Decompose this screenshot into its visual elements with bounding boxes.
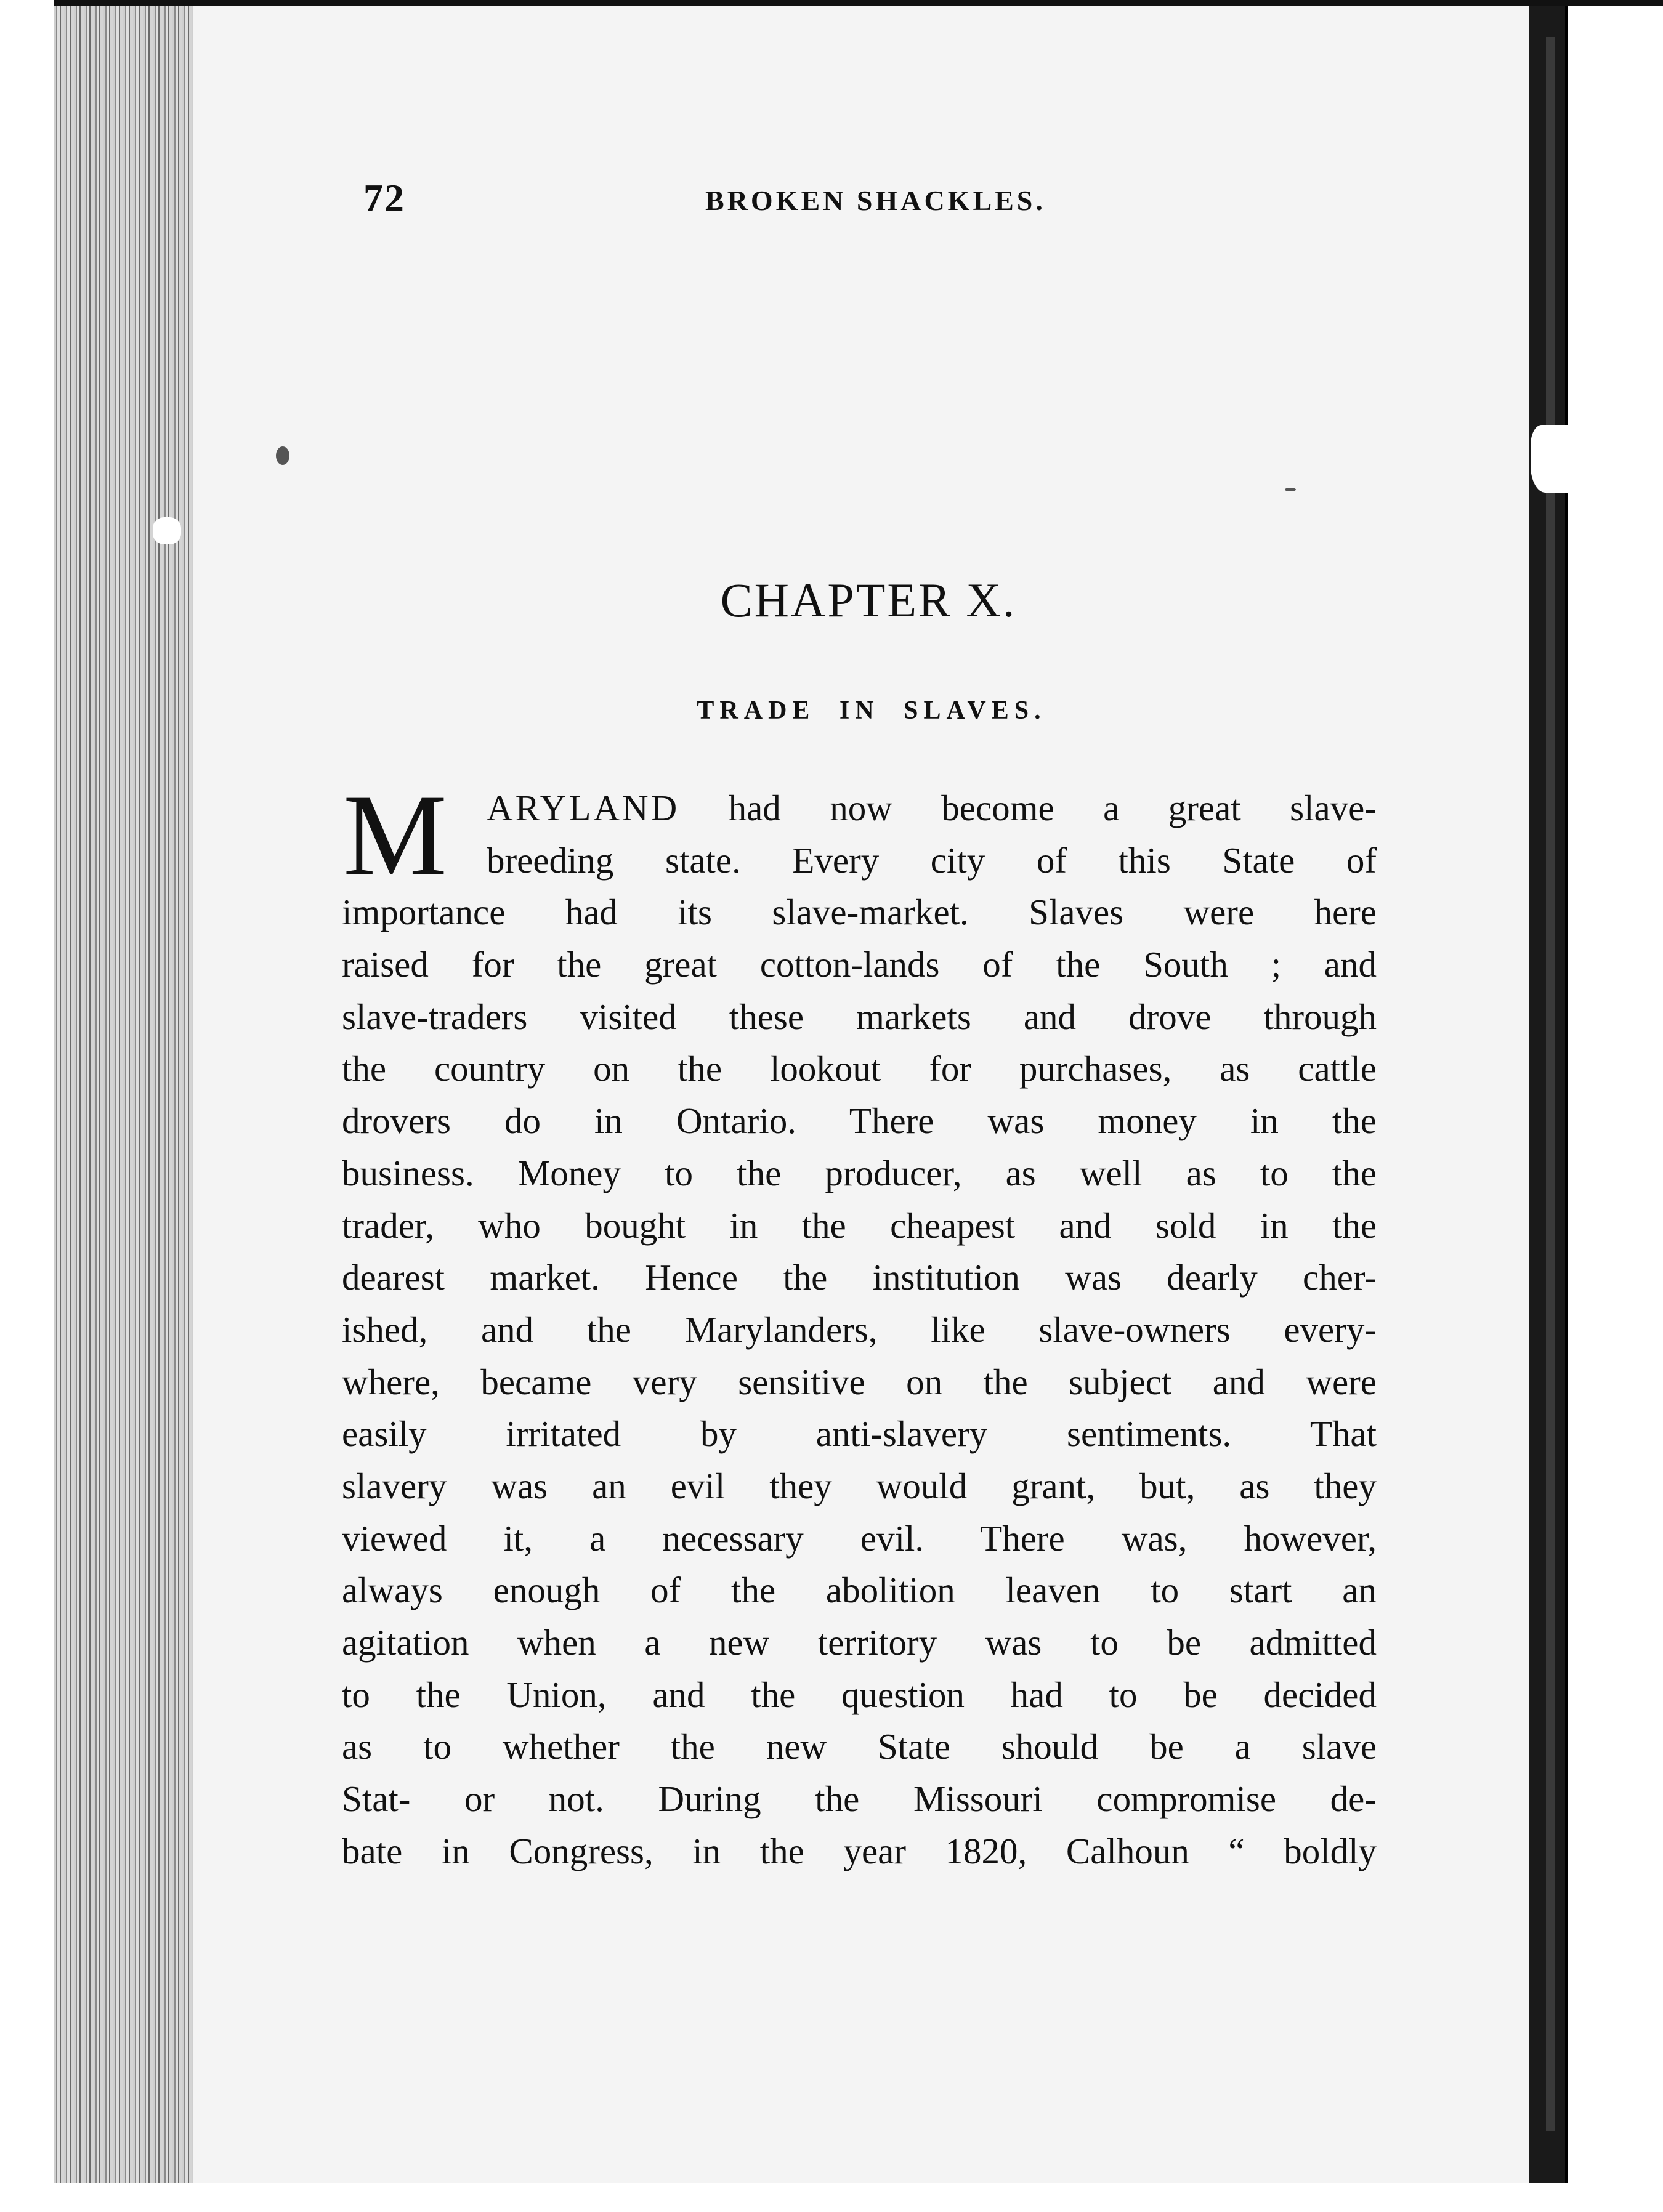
text-line: breeding state. Every city of this State of — [487, 839, 1377, 881]
chapter-title: CHAPTER X. — [720, 573, 1017, 627]
facing-page-edge — [1565, 0, 1663, 2212]
scan-artifact-speck — [276, 446, 289, 465]
text-line: raised for the great cotton-lands of the South ; and — [342, 944, 1377, 985]
text-line-rest: had now become a great slave- — [679, 788, 1377, 828]
text-line: importance had its slave-market. Slaves were here — [342, 892, 1377, 933]
running-head — [363, 176, 1078, 225]
text-line: trader, who bought in the cheapest and sold in the — [342, 1205, 1377, 1246]
text-line: slavery was an evil they would grant, but, as they — [342, 1465, 1377, 1506]
scan-artifact-blot — [153, 517, 181, 544]
text-line: agitation when a new territory was to be admitted — [342, 1622, 1377, 1663]
text-line: drovers do in Ontario. There was money in the — [342, 1100, 1377, 1142]
text-line: dearest market. Hence the institution was dearly cher- — [342, 1257, 1377, 1298]
gutter-shadow — [1546, 37, 1555, 2131]
scan-bottom-margin — [54, 2183, 1663, 2212]
scan-top-border — [54, 0, 1663, 6]
body-paragraph — [342, 771, 1377, 1877]
drop-cap: M — [343, 771, 447, 900]
text-line — [342, 782, 1377, 834]
text-line: to the Union, and the question had to be decided — [342, 1674, 1377, 1715]
text-line: bate in Congress, in the year 1820, Calhoun “ boldly — [342, 1830, 1377, 1871]
scan-artifact-speck — [1285, 488, 1296, 491]
first-word: ARYLAND — [487, 788, 680, 828]
page-edge-stack — [54, 0, 195, 2183]
text-line: slave-traders visited these markets and drove through — [342, 996, 1377, 1037]
text-line: business. Money to the producer, as well as to the — [342, 1152, 1377, 1193]
text-line: as to whether the new State should be a slave — [342, 1726, 1377, 1767]
text-line: viewed it, a necessary evil. There was, however, — [342, 1517, 1377, 1559]
page-number: 72 — [363, 176, 405, 220]
chapter-subtitle: TRADE IN SLAVES. — [697, 696, 1046, 725]
text-line: the country on the lookout for purchases, as cattle — [342, 1048, 1377, 1089]
text-line: easily irritated by anti-slavery sentiments. That — [342, 1413, 1377, 1455]
text-line: always enough of the abolition leaven to start an — [342, 1570, 1377, 1611]
text-line: ished, and the Marylanders, like slave-owners every- — [342, 1309, 1377, 1350]
text-line: Stat- or not. During the Missouri compromise de- — [342, 1778, 1377, 1820]
scan-artifact-blot — [1531, 425, 1568, 493]
book-title-header: BROKEN SHACKLES. — [705, 185, 1046, 216]
text-line: where, became very sensitive on the subject and were — [342, 1361, 1377, 1402]
